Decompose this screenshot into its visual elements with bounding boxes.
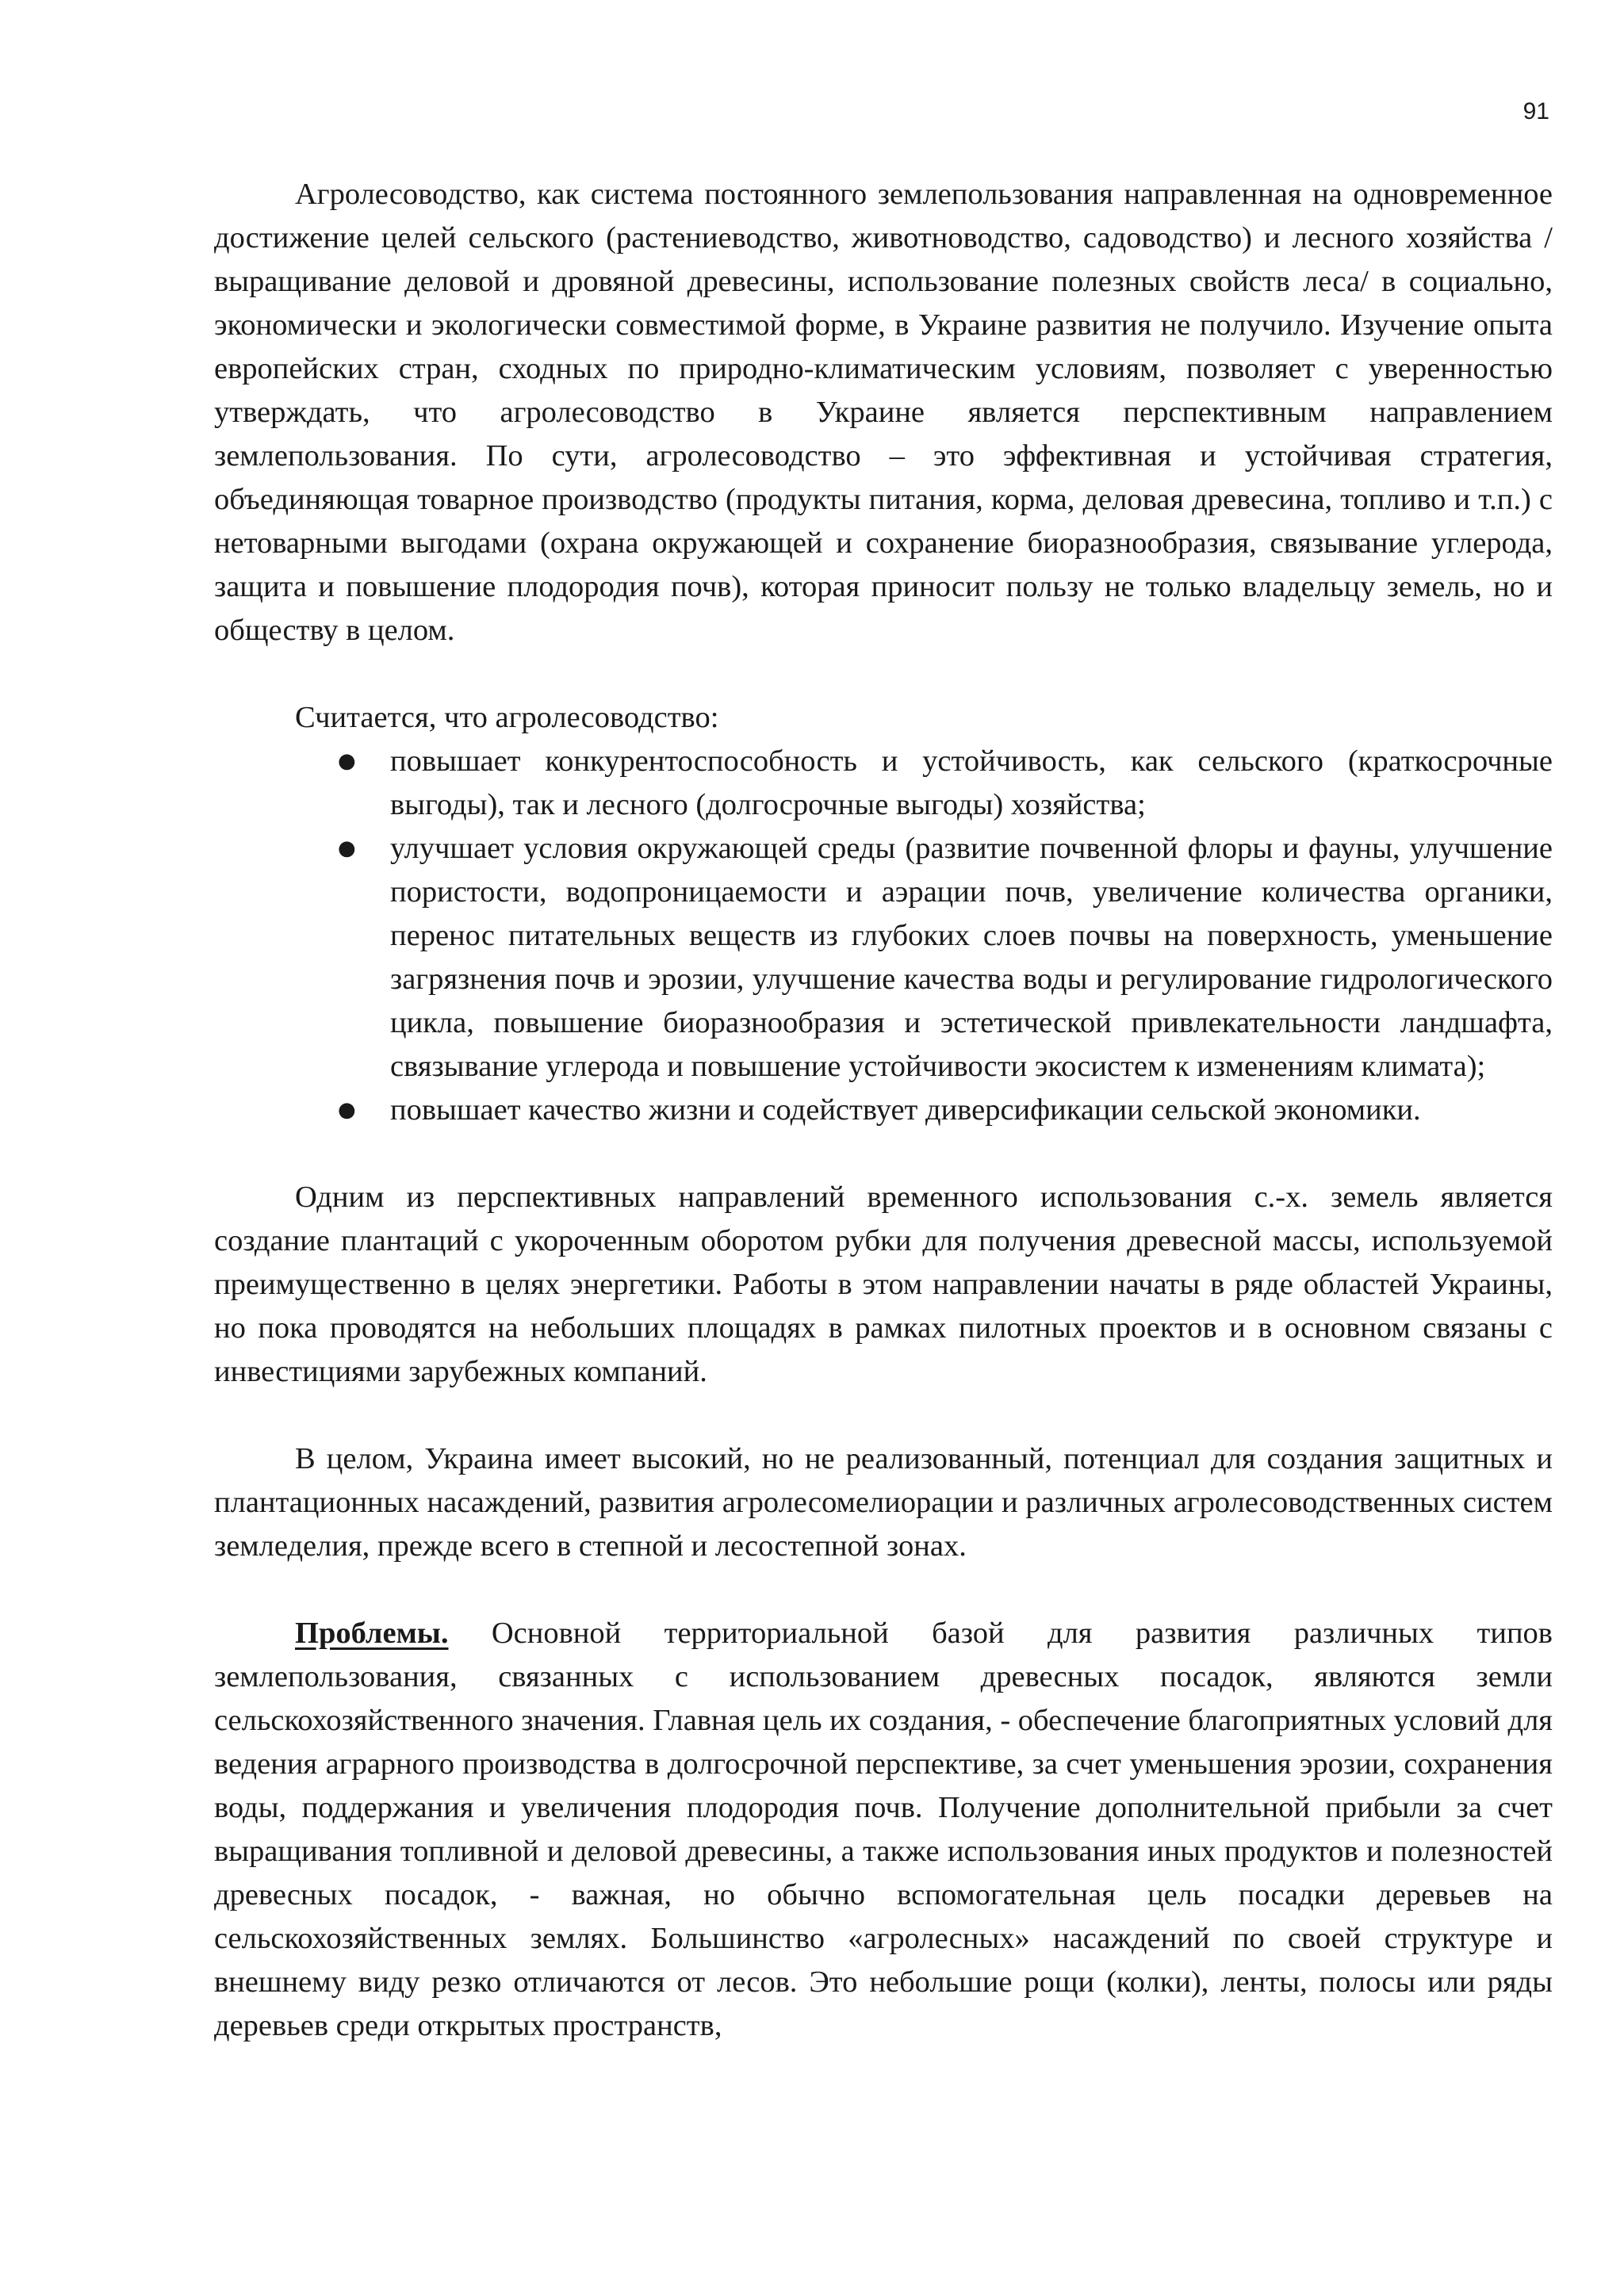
- paragraph-spacer: [214, 1394, 1553, 1437]
- page-body: [214, 173, 1553, 2048]
- bullet-icon: ●: [338, 836, 356, 860]
- list-item: [338, 1089, 1553, 1132]
- list-item-text: улучшает условия окружающей среды (развитие почвенной флоры и фауны, улучшение пористости, водопроницаемости и аэрации почв, увеличение количества органики, перенос питательных веществ из глубоких слоев почвы на поверхность, уменьшение загрязнения почв и эрозии, улучшение качества воды и регулирование гидрологического цикла, повышение биоразнообразия и эстетической привлекательности ландшафта, связывание углерода и повышение устойчивости экосистем к изменениям климата);: [390, 832, 1553, 1083]
- page-number: 91: [1522, 98, 1549, 124]
- list-intro: Считается, что агролесоводство:: [295, 701, 719, 734]
- paragraph-plantations: Одним из перспективных направлений временного использования с.-х. земель является создание плантаций с укороченным оборотом рубки для получения древесной массы, используемой преимущественно в целях энергетики. Работы в этом направлении начаты в ряде областей Украины, но пока проводятся на небольших площадях в рамках пилотных проектов и в основном связаны с инвестициями зарубежных компаний.: [214, 1181, 1553, 1388]
- benefits-list: [214, 740, 1553, 1132]
- paragraph-spacer: [214, 652, 1553, 696]
- paragraph-spacer: [214, 1568, 1553, 1612]
- paragraph-agroforestry-definition: Агролесоводство, как система постоянного землепользования направленная на одновременное достижение целей сельского (растениеводство, животноводство, садоводство) и лесного хозяйства /выращивание деловой и дровяной древесины, использование полезных свойств леса/ в социально, экономически и экологически совместимой форме, в Украине развития не получило. Изучение опыта европейских стран, сходных по природно-климатическим условиям, позволяет с уверенностью утверждать, что агролесоводство в Украине является перспективным направлением землепользования. По сути, агролесоводство – это эффективная и устойчивая стратегия, объединяющая товарное производство (продукты питания, корма, деловая древесина, топливо и т.п.) с нетоварными выгодами (охрана окружающей и сохранение биоразнообразия, связывание углерода, защита и повышение плодородия почв), которая приносит пользу не только владельцу земель, но и обществу в целом.: [214, 178, 1553, 647]
- list-item: [338, 827, 1553, 1089]
- problems-heading: Проблемы.: [295, 1617, 449, 1650]
- paragraph-potential: В целом, Украина имеет высокий, но не реализованный, потенциал для создания защитных и плантационных насаждений, развития агролесомелиорации и различных агролесоводственных систем земледелия, прежде всего в степной и лесостепной зонах.: [214, 1442, 1553, 1563]
- list-item-text: повышает конкурентоспособность и устойчивость, как сельского (краткосрочные выгоды), так и лесного (долгосрочные выгоды) хозяйства;: [390, 744, 1553, 821]
- problems-text: Основной территориальной базой для развития различных типов землепользования, связанных с использованием древесных посадок, являются земли сельскохозяйственного значения. Главная цель их создания, - обеспечение благоприятных условий для ведения аграрного производства в долгосрочной перспективе, за счет уменьшения эрозии, сохранения воды, поддержания и увеличения плодородия почв. Получение дополнительной прибыли за счет выращивания топливной и деловой древесины, а также использования иных продуктов и полезностей древесных посадок, - важная, но обычно вспомогательная цель посадки деревьев на сельскохозяйственных землях. Большинство «агролесных» насаждений по своей структуре и внешнему виду резко отличаются от лесов. Это небольшие рощи (колки), ленты, полосы или ряды деревьев среди открытых пространств,: [214, 1617, 1553, 2042]
- paragraph-spacer: [214, 1132, 1553, 1176]
- list-item-text: повышает качество жизни и содействует диверсификации сельской экономики.: [390, 1093, 1421, 1127]
- bullet-icon: ●: [338, 1098, 356, 1122]
- paragraph-problems: [214, 1612, 1553, 2048]
- bullet-icon: ●: [338, 749, 356, 773]
- list-item: [338, 740, 1553, 827]
